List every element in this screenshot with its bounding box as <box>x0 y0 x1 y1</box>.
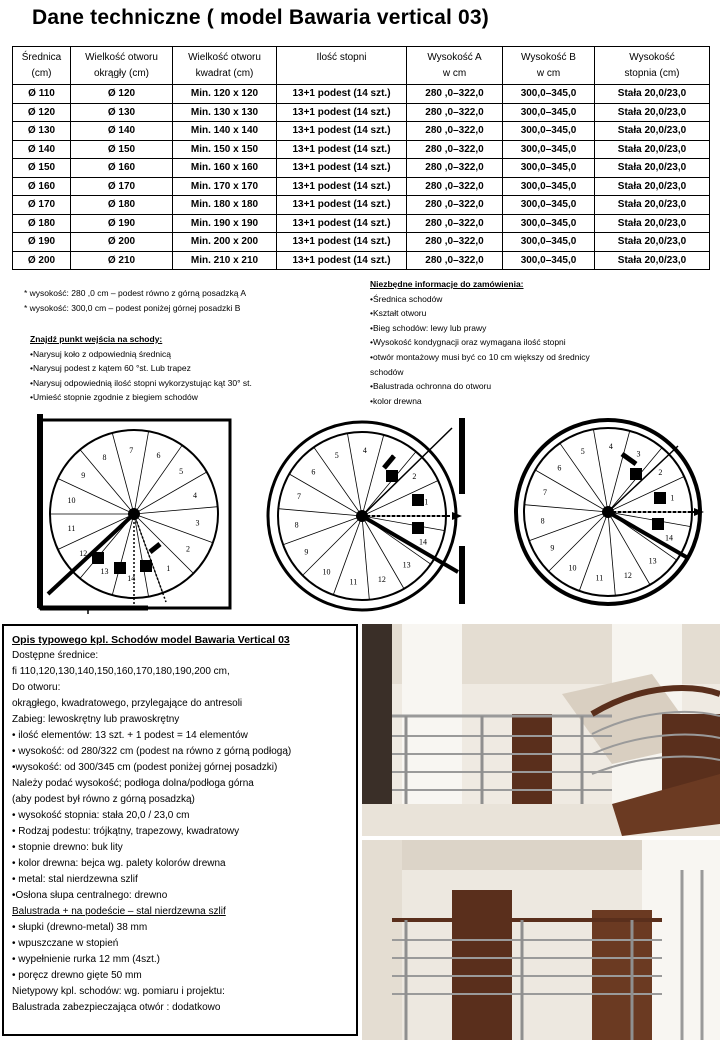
step-marker-1 <box>630 468 642 480</box>
description-line: • poręcz drewno gięte 50 mm <box>12 970 142 981</box>
step-marker-3 <box>652 518 664 530</box>
description-line: Balustrada + na podeście – stal nierdzewna szlif <box>12 906 226 917</box>
table-row <box>13 85 710 104</box>
step-number: 11 <box>595 573 604 583</box>
col-header: Wielkość otworu kwadrat (cm) <box>173 47 277 85</box>
step-number: 5 <box>179 466 184 476</box>
step-number: 9 <box>304 547 309 557</box>
table-cell: 13+1 podest (14 szt.) <box>277 233 407 252</box>
step-number: 9 <box>81 471 86 481</box>
stair-plan-railing-svg <box>508 412 712 612</box>
step-number: 2 <box>185 544 190 554</box>
table-cell: Ø 170 <box>13 196 71 215</box>
col-header: Średnica (cm) <box>13 47 71 85</box>
step-number: 2 <box>412 471 417 481</box>
product-description <box>2 624 358 1036</box>
table-cell: Stała 20,0/23,0 <box>595 140 710 159</box>
step-number: 5 <box>334 451 339 461</box>
order-item: • kolor drewna <box>370 394 590 409</box>
stair-diagram-railing <box>508 412 712 612</box>
description-line: (aby podest był równo z górną posadzką) <box>12 794 195 805</box>
col-header: Wysokość stopnia (cm) <box>595 47 710 85</box>
table-cell: Min. 180 x 180 <box>173 196 277 215</box>
step-number: 4 <box>608 442 613 452</box>
step-marker-1 <box>386 470 398 482</box>
step-number: 14 <box>418 537 427 547</box>
description-line: fi 110,120,130,140,150,160,170,180,190,200 cm, <box>12 666 230 677</box>
step-number: 12 <box>377 574 386 584</box>
col-header: Ilość stopni <box>277 47 407 85</box>
note-a: * wysokość: 280 ,0 cm – podest równo z górną posadzką A <box>24 288 247 298</box>
step-number: 13 <box>100 566 109 576</box>
table-cell: 280 ,0–322,0 <box>407 251 503 270</box>
step-number: 1 <box>670 493 675 503</box>
table-cell: 300,0–345,0 <box>503 177 595 196</box>
order-item: • Bieg schodów: lewy lub prawy <box>370 321 590 336</box>
step-number: 7 <box>297 492 302 502</box>
entry-heading: Znajdź punkt wejścia na schody: <box>30 334 163 344</box>
step-number: 6 <box>311 467 316 477</box>
description-line: • wpuszczane w stopień <box>12 938 119 949</box>
table-cell: Ø 180 <box>71 196 173 215</box>
col-header: Wysokość B w cm <box>503 47 595 85</box>
step-marker-1 <box>140 560 152 572</box>
entry-item: • Narysuj odpowiednią ilość stopni wykorzystując kąt 30° st. <box>30 376 252 391</box>
table-cell: 280 ,0–322,0 <box>407 140 503 159</box>
stair-photo-top <box>362 624 720 836</box>
step-number: 4 <box>193 490 198 500</box>
description-line: Należy podać wysokość; podłoga dolna/podłoga górna <box>12 778 254 789</box>
description-line: • ilość elementów: 13 szt. + 1 podest = 14 elementów <box>12 730 248 741</box>
step-marker-2 <box>654 492 666 504</box>
step-number: 12 <box>623 570 632 580</box>
table-cell: Min. 150 x 150 <box>173 140 277 159</box>
table-cell: Ø 140 <box>13 140 71 159</box>
description-line: • wysokość: od 280/322 cm (podest na równo z górną podłogą) <box>12 746 292 757</box>
description-line: Do otworu: <box>12 682 61 693</box>
description-line: •Osłona słupa centralnego: drewno <box>12 890 168 901</box>
table-cell: Stała 20,0/23,0 <box>595 159 710 178</box>
table-cell: Stała 20,0/23,0 <box>595 196 710 215</box>
table-row <box>13 196 710 215</box>
table-cell: Min. 130 x 130 <box>173 103 277 122</box>
step-number: 11 <box>349 577 358 587</box>
table-row <box>13 159 710 178</box>
note-b: * wysokość: 300,0 cm – podest poniżej górnej posadzki B <box>24 303 241 313</box>
photo-illustration <box>362 840 720 1040</box>
order-item: • Średnica schodów <box>370 292 590 307</box>
table-cell: 280 ,0–322,0 <box>407 103 503 122</box>
table-cell: 280 ,0–322,0 <box>407 122 503 141</box>
table-row <box>13 233 710 252</box>
table-cell: Stała 20,0/23,0 <box>595 251 710 270</box>
table-cell: 300,0–345,0 <box>503 140 595 159</box>
stair-plan-round-svg <box>262 408 478 614</box>
table-cell: Stała 20,0/23,0 <box>595 85 710 104</box>
stair-diagram-square <box>28 412 238 614</box>
table-cell: Ø 150 <box>13 159 71 178</box>
table-cell: 13+1 podest (14 szt.) <box>277 140 407 159</box>
table-row <box>13 122 710 141</box>
description-line: • metal: stal nierdzewna szlif <box>12 874 138 885</box>
order-item: • Wysokość kondygnacji oraz wymagana ilość stopni <box>370 335 590 350</box>
step-number: 10 <box>67 496 76 506</box>
step-number: 5 <box>580 447 585 457</box>
description-line: • słupki (drewno-metal) 38 mm <box>12 922 148 933</box>
table-cell: Min. 190 x 190 <box>173 214 277 233</box>
stair-diagram-round <box>262 408 478 614</box>
step-number: 14 <box>127 573 136 583</box>
table-cell: 13+1 podest (14 szt.) <box>277 122 407 141</box>
table-cell: Min. 200 x 200 <box>173 233 277 252</box>
table-cell: 280 ,0–322,0 <box>407 196 503 215</box>
table-cell: Ø 200 <box>13 251 71 270</box>
step-number: 8 <box>540 516 545 526</box>
description-line: Dostępne średnice: <box>12 650 99 661</box>
table-cell: 300,0–345,0 <box>503 233 595 252</box>
table-cell: Ø 190 <box>71 214 173 233</box>
table-cell: Ø 130 <box>13 122 71 141</box>
table-cell: 13+1 podest (14 szt.) <box>277 214 407 233</box>
description-line: • Rodzaj podestu: trójkątny, trapezowy, kwadratowy <box>12 826 240 837</box>
description-line: • stopnie drewno: buk lity <box>12 842 123 853</box>
table-cell: Min. 210 x 210 <box>173 251 277 270</box>
step-number: 6 <box>557 463 562 473</box>
order-item: • Kształt otworu <box>370 306 590 321</box>
step-number: 13 <box>648 556 657 566</box>
col-header: Wielkość otworu okrągły (cm) <box>71 47 173 85</box>
table-cell: 300,0–345,0 <box>503 159 595 178</box>
table-row <box>13 251 710 270</box>
table-cell: Ø 160 <box>71 159 173 178</box>
table-cell: Stała 20,0/23,0 <box>595 122 710 141</box>
step-number: 10 <box>568 563 577 573</box>
page-title: Dane techniczne ( model Bawaria vertical 03) <box>32 6 489 29</box>
step-number: 14 <box>664 533 673 543</box>
table-cell: Ø 160 <box>13 177 71 196</box>
table-cell: Min. 170 x 170 <box>173 177 277 196</box>
step-marker-3 <box>412 522 424 534</box>
step-marker-2 <box>114 562 126 574</box>
order-item: • Balustrada ochronna do otworu <box>370 379 590 394</box>
entry-item: • Narysuj podest z kątem 60 °st. Lub trapez <box>30 361 252 376</box>
table-cell: 300,0–345,0 <box>503 214 595 233</box>
table-cell: 280 ,0–322,0 <box>407 177 503 196</box>
step-number: 9 <box>550 543 555 553</box>
table-cell: Ø 140 <box>71 122 173 141</box>
step-marker-3 <box>92 552 104 564</box>
step-number: 10 <box>322 567 331 577</box>
table-row <box>13 177 710 196</box>
step-number: 3 <box>390 453 395 463</box>
table-cell: Ø 150 <box>71 140 173 159</box>
description-line: • kolor drewna: bejca wg. palety kolorów drewna <box>12 858 226 869</box>
table-cell: Min. 160 x 160 <box>173 159 277 178</box>
table-row <box>13 140 710 159</box>
description-line: • wypełnienie rurka 12 mm (4szt.) <box>12 954 160 965</box>
table-cell: 13+1 podest (14 szt.) <box>277 159 407 178</box>
table-cell: Ø 130 <box>71 103 173 122</box>
table-cell: Ø 120 <box>71 85 173 104</box>
table-cell: 280 ,0–322,0 <box>407 159 503 178</box>
step-number: 6 <box>156 450 161 460</box>
table-cell: 300,0–345,0 <box>503 85 595 104</box>
entry-item: • Narysuj koło z odpowiednią średnicą <box>30 347 252 362</box>
table-cell: 13+1 podest (14 szt.) <box>277 103 407 122</box>
order-info-section <box>370 277 590 408</box>
table-header-row <box>13 47 710 85</box>
step-number: 12 <box>79 548 88 558</box>
table-cell: 13+1 podest (14 szt.) <box>277 196 407 215</box>
table-cell: 13+1 podest (14 szt.) <box>277 85 407 104</box>
step-marker-2 <box>412 494 424 506</box>
table-cell: Stała 20,0/23,0 <box>595 214 710 233</box>
step-number: 13 <box>402 560 411 570</box>
description-line: okrągłego, kwadratowego, przylegające do antresoli <box>12 698 243 709</box>
table-cell: 280 ,0–322,0 <box>407 214 503 233</box>
description-line: Nietypowy kpl. schodów: wg. pomiaru i projektu: <box>12 986 225 997</box>
step-number: 3 <box>636 449 641 459</box>
table-cell: Min. 140 x 140 <box>173 122 277 141</box>
table-cell: Stała 20,0/23,0 <box>595 103 710 122</box>
spec-table <box>12 46 710 270</box>
step-number: 1 <box>166 563 171 573</box>
step-number: 3 <box>195 518 200 528</box>
step-number: 8 <box>294 520 299 530</box>
table-cell: Ø 170 <box>71 177 173 196</box>
step-number: 4 <box>362 446 367 456</box>
table-cell: Ø 190 <box>13 233 71 252</box>
table-cell: Ø 110 <box>13 85 71 104</box>
step-number: 2 <box>658 467 663 477</box>
entry-item: • Umieść stopnie zgodnie z biegiem schodów <box>30 390 252 405</box>
order-heading: Niezbędne informacje do zamówienia: <box>370 279 524 289</box>
table-cell: 300,0–345,0 <box>503 122 595 141</box>
table-cell: 13+1 podest (14 szt.) <box>277 177 407 196</box>
table-cell: Ø 180 <box>13 214 71 233</box>
table-cell: 280 ,0–322,0 <box>407 85 503 104</box>
table-cell: Ø 120 <box>13 103 71 122</box>
height-notes <box>24 286 246 316</box>
description-line: Zabieg: lewoskrętny lub prawoskrętny <box>12 714 180 725</box>
description-line: •wysokość: od 300/345 cm (podest poniżej górnej posadzki) <box>12 762 278 773</box>
table-cell: 13+1 podest (14 szt.) <box>277 251 407 270</box>
table-cell: Ø 200 <box>71 233 173 252</box>
order-item: schodów <box>370 366 404 377</box>
stair-plan-square-svg <box>28 412 238 614</box>
table-cell: 300,0–345,0 <box>503 196 595 215</box>
photo-illustration <box>362 624 720 836</box>
step-number: 8 <box>102 453 107 463</box>
order-item: • otwór montażowy musi być co 10 cm większy od średnicy <box>370 350 590 365</box>
stair-photo-bottom <box>362 840 720 1040</box>
col-header: Wysokość A w cm <box>407 47 503 85</box>
step-number: 11 <box>67 523 76 533</box>
description-heading: Opis typowego kpl. Schodów model Bawaria Vertical 03 <box>12 634 290 646</box>
entry-point-section <box>30 332 252 405</box>
step-number: 1 <box>424 497 429 507</box>
table-cell: Stała 20,0/23,0 <box>595 233 710 252</box>
description-line: Balustrada zabezpieczająca otwór : dodatkowo <box>12 1002 221 1013</box>
table-row <box>13 103 710 122</box>
table-row <box>13 214 710 233</box>
table-cell: 300,0–345,0 <box>503 251 595 270</box>
table-cell: 280 ,0–322,0 <box>407 233 503 252</box>
table-cell: Min. 120 x 120 <box>173 85 277 104</box>
step-number: 7 <box>543 488 548 498</box>
description-line: • wysokość stopnia: stała 20,0 / 23,0 cm <box>12 810 190 821</box>
table-cell: 300,0–345,0 <box>503 103 595 122</box>
step-number: 7 <box>129 446 134 456</box>
table-cell: Ø 210 <box>71 251 173 270</box>
table-cell: Stała 20,0/23,0 <box>595 177 710 196</box>
